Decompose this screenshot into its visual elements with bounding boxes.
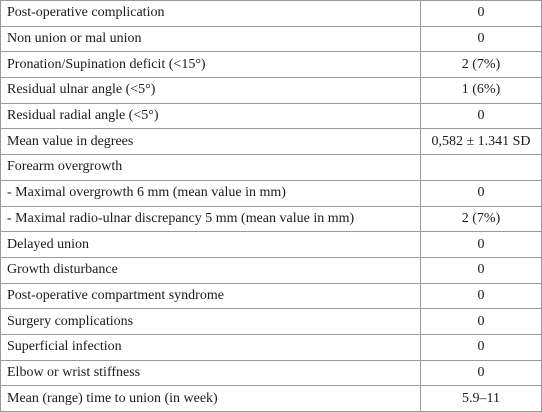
row-value: 0 xyxy=(421,257,542,283)
row-label: Superficial infection xyxy=(1,334,421,360)
row-value xyxy=(421,155,542,181)
row-label: Non union or mal union xyxy=(1,26,421,52)
row-label: Residual radial angle (<5°) xyxy=(1,103,421,129)
table-row xyxy=(1,386,542,412)
table-row xyxy=(1,334,542,360)
row-label: Post-operative complication xyxy=(1,1,421,27)
row-value: 0 xyxy=(421,334,542,360)
table-row xyxy=(1,257,542,283)
row-label: Mean value in degrees xyxy=(1,129,421,155)
table-row xyxy=(1,309,542,335)
table-row xyxy=(1,129,542,155)
row-value: 1 (6%) xyxy=(421,78,542,104)
table-row xyxy=(1,232,542,258)
row-value: 0 xyxy=(421,103,542,129)
table-row xyxy=(1,206,542,232)
row-label: Pronation/Supination deficit (<15°) xyxy=(1,52,421,78)
row-value: 0 xyxy=(421,180,542,206)
table-row xyxy=(1,52,542,78)
row-label: Mean (range) time to union (in week) xyxy=(1,386,421,412)
table-row xyxy=(1,103,542,129)
row-label: Post-operative compartment syndrome xyxy=(1,283,421,309)
row-label: Forearm overgrowth xyxy=(1,155,421,181)
row-value: 5.9–11 xyxy=(421,386,542,412)
row-label: Surgery complications xyxy=(1,309,421,335)
row-value: 0 xyxy=(421,26,542,52)
table-row xyxy=(1,360,542,386)
table-row xyxy=(1,78,542,104)
results-table-body xyxy=(1,1,542,412)
row-value: 0,582 ± 1.341 SD xyxy=(421,129,542,155)
table-row xyxy=(1,1,542,27)
row-value: 0 xyxy=(421,1,542,27)
row-label: - Maximal overgrowth 6 mm (mean value in mm) xyxy=(1,180,421,206)
table-row xyxy=(1,26,542,52)
row-label: Elbow or wrist stiffness xyxy=(1,360,421,386)
row-value: 0 xyxy=(421,309,542,335)
table-row xyxy=(1,180,542,206)
row-label: Residual ulnar angle (<5°) xyxy=(1,78,421,104)
row-value: 0 xyxy=(421,360,542,386)
row-value: 2 (7%) xyxy=(421,206,542,232)
row-label: - Maximal radio-ulnar discrepancy 5 mm (mean value in mm) xyxy=(1,206,421,232)
row-value: 0 xyxy=(421,283,542,309)
row-label: Growth disturbance xyxy=(1,257,421,283)
row-value: 0 xyxy=(421,232,542,258)
table-row xyxy=(1,155,542,181)
table-row xyxy=(1,283,542,309)
row-value: 2 (7%) xyxy=(421,52,542,78)
row-label: Delayed union xyxy=(1,232,421,258)
